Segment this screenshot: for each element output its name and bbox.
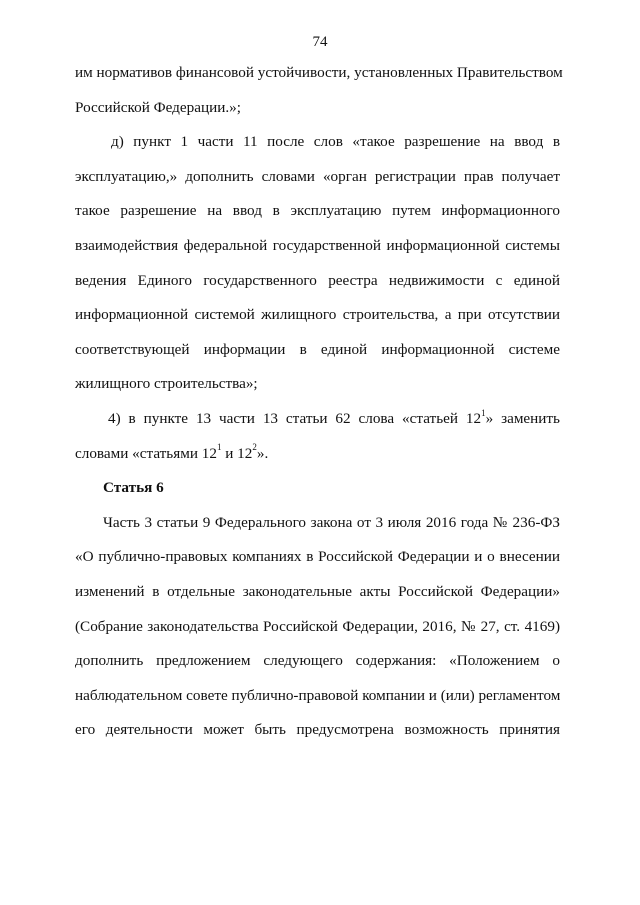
text-fragment: » заменить [485,409,560,427]
text-line: наблюдательном совете публично-правовой компании и (или) регламентом [75,686,561,704]
text-line: «О публично-правовых компаниях в Российской Федерации и о внесении [75,548,560,566]
text-line: (Собрание законодательства Российской Федерации, 2016, № 27, ст. 4169) [75,617,560,635]
text-line: дополнить предложением следующего содержания: «Положением о [75,652,560,670]
text-line: такое разрешение на ввод в эксплуатацию путем информационного [75,202,560,220]
text-line: д) пункт 1 части 11 после слов «такое разрешение на ввод в [111,133,560,151]
text-fragment: ». [256,444,269,462]
text-fragment: словами «статьями 12 [75,444,217,462]
text-line: жилищного строительства»; [75,375,258,393]
superscript: 2 [252,442,257,453]
text-line [75,437,560,472]
article-heading: Статья 6 [103,479,164,497]
document-body [75,56,563,748]
text-line: соответствующей информации в единой информационной системе [75,340,560,358]
text-line: им нормативов финансовой устойчивости, установленных Правительством [75,64,563,81]
text-line: изменений в отдельные законодательные акты Российской Федерации» [75,582,560,600]
text-line: Часть 3 статьи 9 Федерального закона от 3 июля 2016 года № 236-ФЗ [103,513,560,531]
text-line: ведения Единого государственного реестра недвижимости с единой [75,271,560,289]
text-line: его деятельности может быть предусмотрена возможность принятия [75,721,560,739]
superscript: 1 [481,407,486,418]
text-line: эксплуатацию,» дополнить словами «орган регистрации прав получает [75,167,560,185]
text-line: Российской Федерации.»; [75,98,241,116]
text-line: информационной системой жилищного строительства, а при отсутствии [75,306,560,324]
page-number: 74 [312,34,328,50]
text-fragment: 4) в пункте 13 части 13 статьи 62 слова «статьей 12 [108,409,482,427]
text-line [75,402,560,437]
superscript: 1 [216,442,222,453]
text-fragment: и 12 [221,444,253,462]
text-line: взаимодействия федеральной государственной информационной системы [75,236,560,254]
